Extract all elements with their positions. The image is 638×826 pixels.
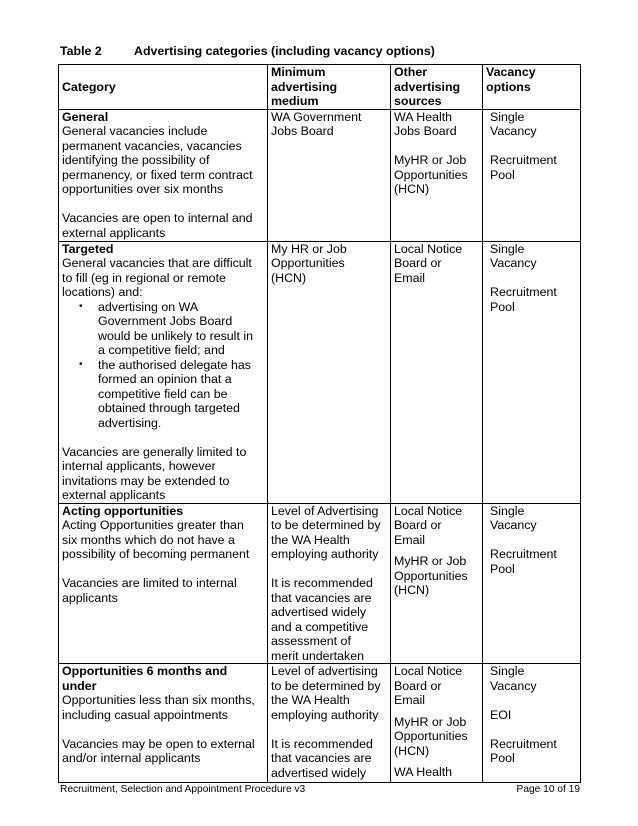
page-footer	[60, 784, 580, 795]
footer-document-title: Recruitment, Selection and Appointment Procedure v3	[60, 784, 306, 795]
minimum-medium-cell: My HR or Job Opportunities (HCN)	[268, 241, 391, 503]
category-title: Targeted	[62, 241, 114, 256]
category-title: Acting opportunities	[62, 503, 184, 518]
minimum-medium-cell: Level of Advertising to be determined by the WA Health employing authority It is recommended that vacancies are advertised widely and a competitive assessment of merit undertaken	[268, 503, 391, 664]
other-sources-cell: Local Notice Board or Email MyHR or Job Opportunities (HCN)	[391, 503, 483, 664]
advertising-categories-table	[58, 64, 581, 783]
table-row	[59, 664, 581, 783]
vacancy-options-cell: Single Vacancy Recruitment Pool	[483, 241, 581, 503]
footer-page-number: Page 10 of 19	[516, 784, 580, 795]
table-header-row	[59, 65, 581, 110]
list-item: • advertising on WA Government Jobs Board would be unlikely to result in a competitive field; and	[98, 300, 264, 358]
category-cell: Targeted General vacancies that are difficult to fill (eg in regional or remote locations) and: • advertising on WA Government Jobs Board would be unlikely to result in a competitive field; and • the authorised delegate has formed an opinion that a competitive field can be obtained through targeted advertising. Vacancies are generally limited to internal applicants, however invitations may be extended to external applicants	[59, 241, 268, 503]
list-item: • the authorised delegate has formed an opinion that a competitive field can be obtained through targeted advertising.	[98, 358, 264, 431]
table-row	[59, 109, 581, 241]
header-minimum-medium: Minimum advertising medium	[268, 65, 391, 110]
category-title: General	[62, 109, 109, 124]
table-caption	[60, 44, 580, 58]
header-other-sources: Other advertising sources	[391, 65, 483, 110]
other-sources-cell: Local Notice Board or Email MyHR or Job Opportunities (HCN) WA Health	[391, 664, 483, 783]
other-sources-cell: Local Notice Board or Email	[391, 241, 483, 503]
category-title: Opportunities 6 months and	[62, 664, 228, 678]
table-title: Advertising categories (including vacancy options)	[134, 44, 435, 58]
vacancy-options-cell: Single Vacancy EOI Recruitment Pool	[483, 664, 581, 783]
table-row	[59, 503, 581, 664]
minimum-medium-cell: WA Government Jobs Board	[268, 109, 391, 241]
vacancy-options-cell: Single Vacancy Recruitment Pool	[483, 109, 581, 241]
vacancy-options-cell: Single Vacancy Recruitment Pool	[483, 503, 581, 664]
table-row	[59, 241, 581, 503]
category-cell: Acting opportunities Acting Opportunities greater than six months which do not have a possibility of becoming permanent Vacancies are limited to internal applicants	[59, 503, 268, 664]
table-number: Table 2	[60, 44, 102, 58]
other-sources-cell: WA Health Jobs Board MyHR or Job Opportunities (HCN)	[391, 109, 483, 241]
category-cell: Opportunities 6 months and under Opportunities less than six months, including casual appointments Vacancies may be open to external and/or internal applicants	[59, 664, 268, 783]
header-vacancy-options: Vacancy options	[483, 65, 581, 110]
category-cell: General General vacancies include permanent vacancies, vacancies identifying the possibility of permanency, or fixed term contract opportunities over six months Vacancies are open to internal and external applicants	[59, 109, 268, 241]
criteria-list	[62, 300, 264, 431]
header-category: Category	[59, 65, 268, 110]
minimum-medium-cell: Level of advertising to be determined by the WA Health employing authority It is recommended that vacancies are advertised widely	[268, 664, 391, 783]
